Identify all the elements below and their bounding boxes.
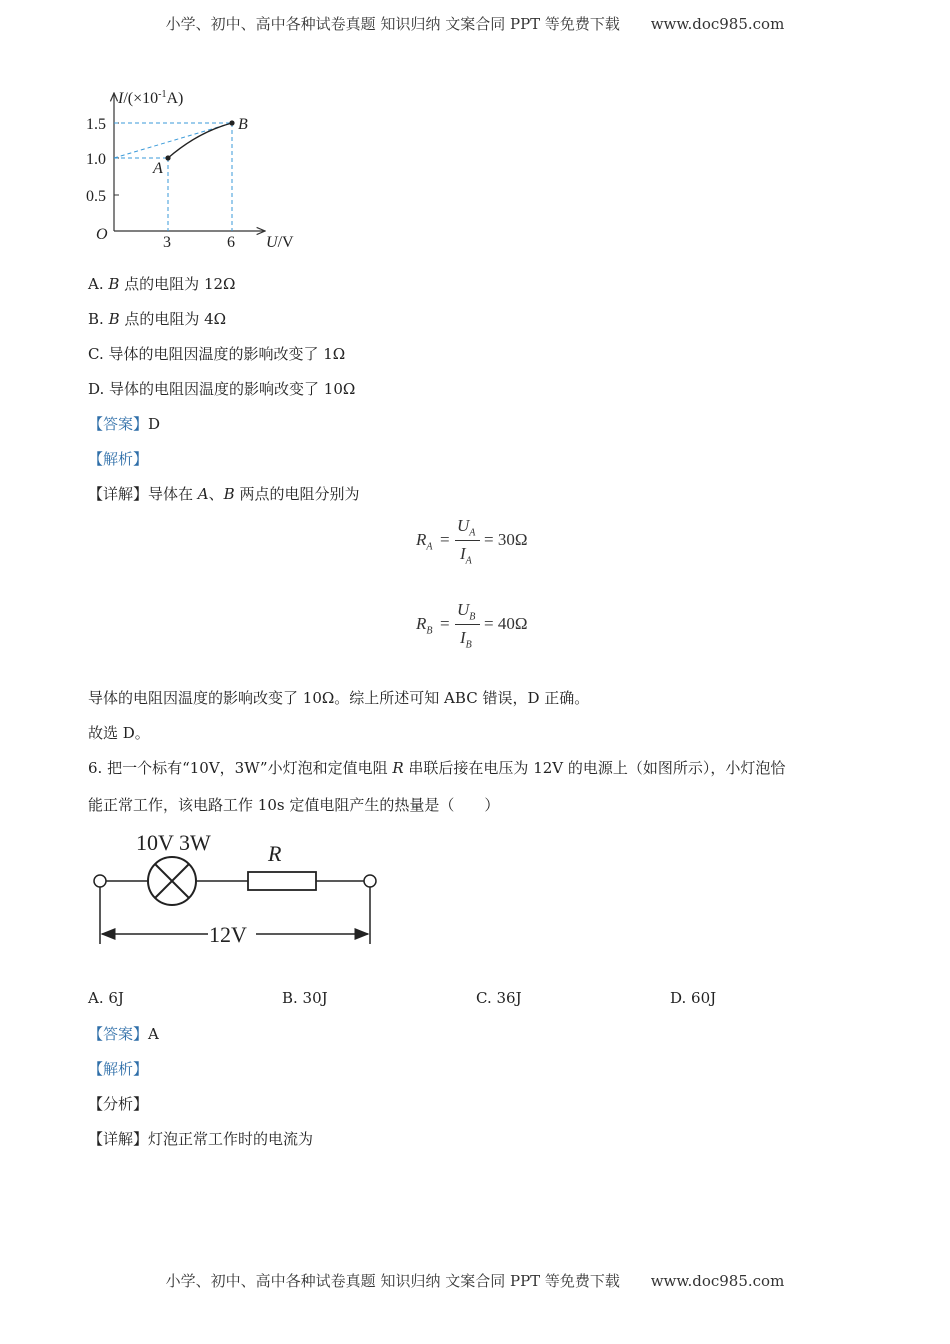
point-a-dot [165,155,170,160]
svg-text:U/V [266,234,294,251]
point-b-label: B [238,116,248,133]
point-b-dot [229,120,234,125]
q6-stem-line2: 能正常工作，该电路工作 10s 定值电阻产生的热量是（ ） [88,796,500,814]
right-terminal [364,875,376,887]
resistor-icon [248,872,316,890]
q6-option-a: A. 6J [88,989,124,1007]
q5-conclusion: 导体的电阻因温度的影响改变了 10Ω。综上所述可知 ABC 错误，D 正确。 [88,689,590,707]
origin-label: O [96,226,108,243]
circuit-diagram [88,826,388,951]
resistor-label: R [268,841,282,866]
x-label-unit: /V [277,234,294,251]
q6-detail: 【详解】灯泡正常工作时的电流为 [88,1130,314,1148]
q6-fenxi-label: 【分析】 [88,1095,149,1113]
y-tick-1.5: 1.5 [86,116,106,133]
svg-text:I/(×10-1A) [117,89,183,107]
footer-text: 小学、初中、高中各种试卷真题 知识归纳 文案合同 PPT 等免费下载 [165,1272,620,1290]
page-header [0,13,950,34]
footer-site: www.doc985.com [650,1272,785,1290]
lamp-label: 10V 3W [136,830,211,855]
q6-option-d: D. 60J [670,989,717,1007]
q5-option-b: B. B 点的电阻为 4Ω [88,310,227,328]
left-terminal [94,875,106,887]
header-site: www.doc985.com [650,15,785,33]
q5-option-a: A. B 点的电阻为 12Ω [88,275,236,293]
q6-option-b: B. 30J [282,989,328,1007]
voltage-label: 12V [209,922,247,947]
page-footer [0,1270,950,1291]
q6-analysis-label: 【解析】 [88,1060,149,1078]
y-tick-1.0: 1.0 [86,151,106,168]
q5-answer: 【答案】D [88,415,161,433]
y-label-exp: -1 [158,89,167,100]
q5-choose: 故选 D。 [88,724,150,742]
y-tick-0.5: 0.5 [86,188,106,205]
i-u-curve [168,123,232,158]
q6-answer: 【答案】A [88,1025,159,1043]
q6-stem-line1: 6. 把一个标有“10V，3W”小灯泡和定值电阻 R 串联后接在电压为 12V 的电源上（如图所示），小灯泡恰 [88,759,786,777]
x-tick-6: 6 [227,234,235,251]
header-text: 小学、初中、高中各种试卷真题 知识归纳 文案合同 PPT 等免费下载 [165,15,620,33]
y-label-unit: /(×10 [123,90,159,107]
y-label-i: I [118,90,124,107]
q5-option-d: D. 导体的电阻因温度的影响改变了 10Ω [88,380,356,398]
x-tick-3: 3 [163,234,171,251]
y-label-end: A) [166,90,184,107]
point-a-label: A [153,160,163,177]
q5-detail: 【详解】导体在 A、B 两点的电阻分别为 [88,485,360,503]
q6-option-c: C. 36J [476,989,522,1007]
q5-analysis-label: 【解析】 [88,450,149,468]
x-label-u: U [266,234,278,251]
i-u-graph [80,85,320,255]
q5-option-c: C. 导体的电阻因温度的影响改变了 1Ω [88,345,346,363]
